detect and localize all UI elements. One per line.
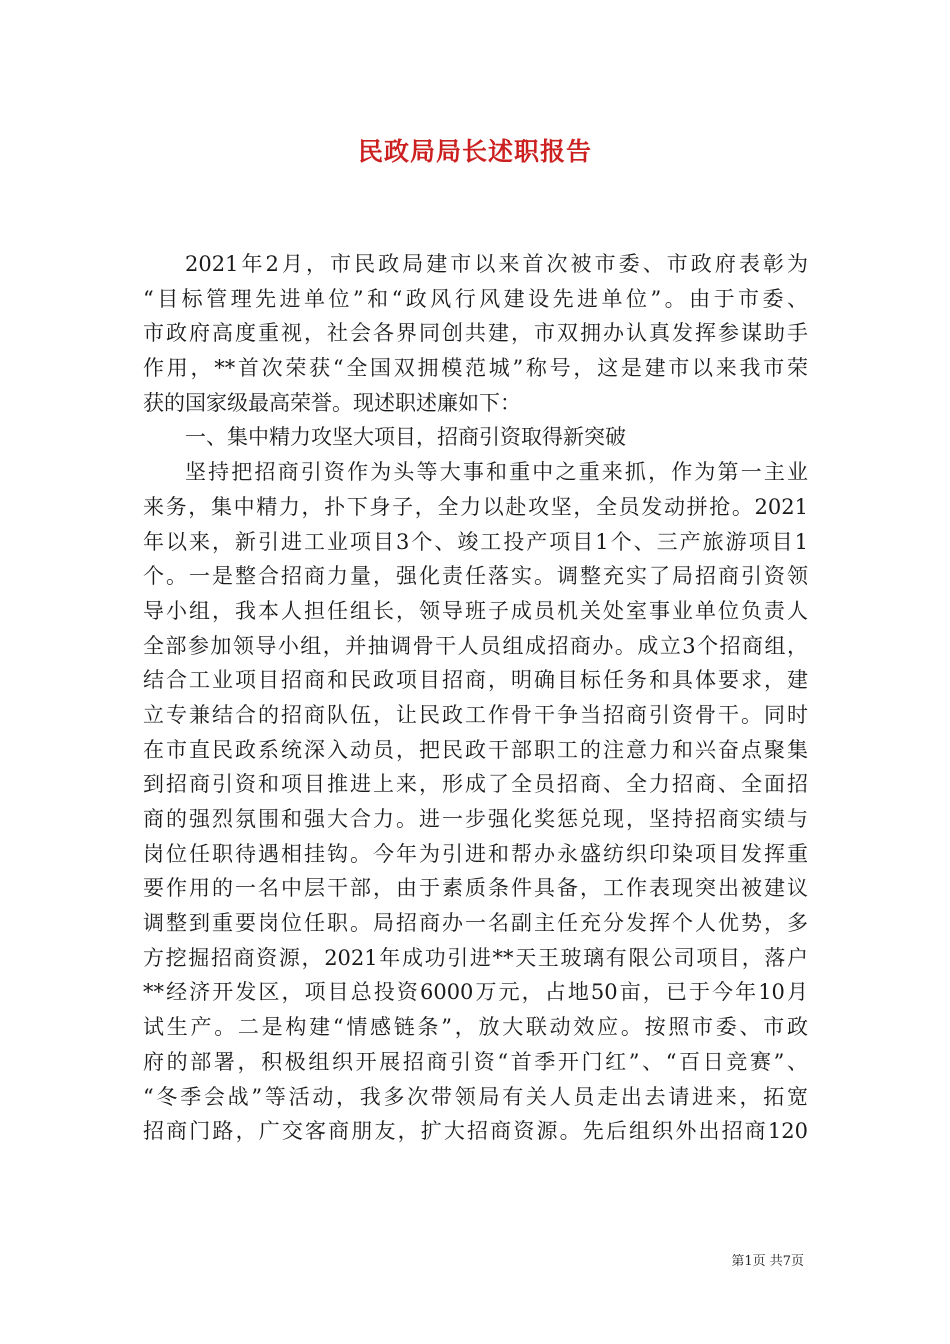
paragraph-line: 岗位任职待遇相挂钩。今年为引进和帮办永盛纺织印染项目发挥重 — [143, 841, 808, 866]
paragraph-line: 年以来，新引进工业项目3个、竣工投产项目1个、三产旅游项目1 — [143, 529, 808, 554]
paragraph-line: 招商门路，广交客商朋友，扩大招商资源。先后组织外出招商120 — [143, 1119, 808, 1144]
paragraph-line: 商的强烈氛围和强大合力。进一步强化奖惩兑现，坚持招商实绩与 — [143, 807, 808, 831]
paragraph-line: 作用，**首次荣获“全国双拥模范城”称号，这是建市以来我市荣 — [143, 356, 808, 381]
document-body — [143, 247, 808, 1149]
paragraph-line: 方挖掘招商资源，2021年成功引进**天王玻璃有限公司项目，落户 — [143, 945, 808, 970]
paragraph-line: 结合工业项目招商和民政项目招商，明确目标任务和具体要求，建 — [143, 668, 808, 693]
paragraph-line: 来务，集中精力，扑下身子，全力以赴攻坚，全员发动拼抢。2021 — [143, 494, 808, 519]
paragraph-line: “冬季会战”等活动，我多次带领局有关人员走出去请进来，拓宽 — [143, 1084, 808, 1109]
paragraph-line: 获的国家级最高荣誉。现述职述廉如下： — [143, 390, 521, 415]
paragraph-line: 2021年2月，市民政局建市以来首次被市委、市政府表彰为 — [185, 252, 808, 276]
paragraph-line: “目标管理先进单位”和“政风行风建设先进单位”。由于市委、 — [143, 286, 808, 311]
paragraph-line: 要作用的一名中层干部，由于素质条件具备，工作表现突出被建议 — [143, 876, 808, 901]
document-title: 民政局局长述职报告 — [357, 137, 592, 166]
paragraph-line: 到招商引资和项目推进上来，形成了全员招商、全力招商、全面招 — [143, 772, 808, 797]
paragraph-line: **经济开发区，项目总投资6000万元，占地50亩，已于今年10月 — [143, 980, 808, 1005]
paragraph-line: 全部参加领导小组，并抽调骨干人员组成招商办。成立3个招商组， — [143, 633, 808, 658]
paragraph-line: 府的部署，积极组织开展招商引资“首季开门红”、“百日竞赛”、 — [143, 1049, 808, 1074]
page-number: 第1页 共7页 — [731, 1254, 804, 1269]
paragraph-line: 调整到重要岗位任职。局招商办一名副主任充分发挥个人优势，多 — [143, 911, 808, 936]
paragraph-line: 在市直民政系统深入动员，把民政干部职工的注意力和兴奋点聚集 — [143, 737, 808, 762]
paragraph-line: 一、集中精力攻坚大项目，招商引资取得新突破 — [185, 425, 626, 450]
paragraph-line: 试生产。二是构建“情感链条”，放大联动效应。按照市委、市政 — [143, 1015, 808, 1040]
paragraph-line: 坚持把招商引资作为头等大事和重中之重来抓，作为第一主业 — [185, 460, 808, 485]
paragraph-line: 个。一是整合招商力量，强化责任落实。调整充实了局招商引资领 — [143, 564, 808, 589]
paragraph-line: 市政府高度重视，社会各界同创共建，市双拥办认真发挥参谋助手 — [143, 321, 808, 346]
paragraph-line: 导小组，我本人担任组长，领导班子成员机关处室事业单位负责人 — [143, 598, 808, 623]
paragraph-line: 立专兼结合的招商队伍，让民政工作骨干争当招商引资骨干。同时 — [143, 702, 808, 727]
